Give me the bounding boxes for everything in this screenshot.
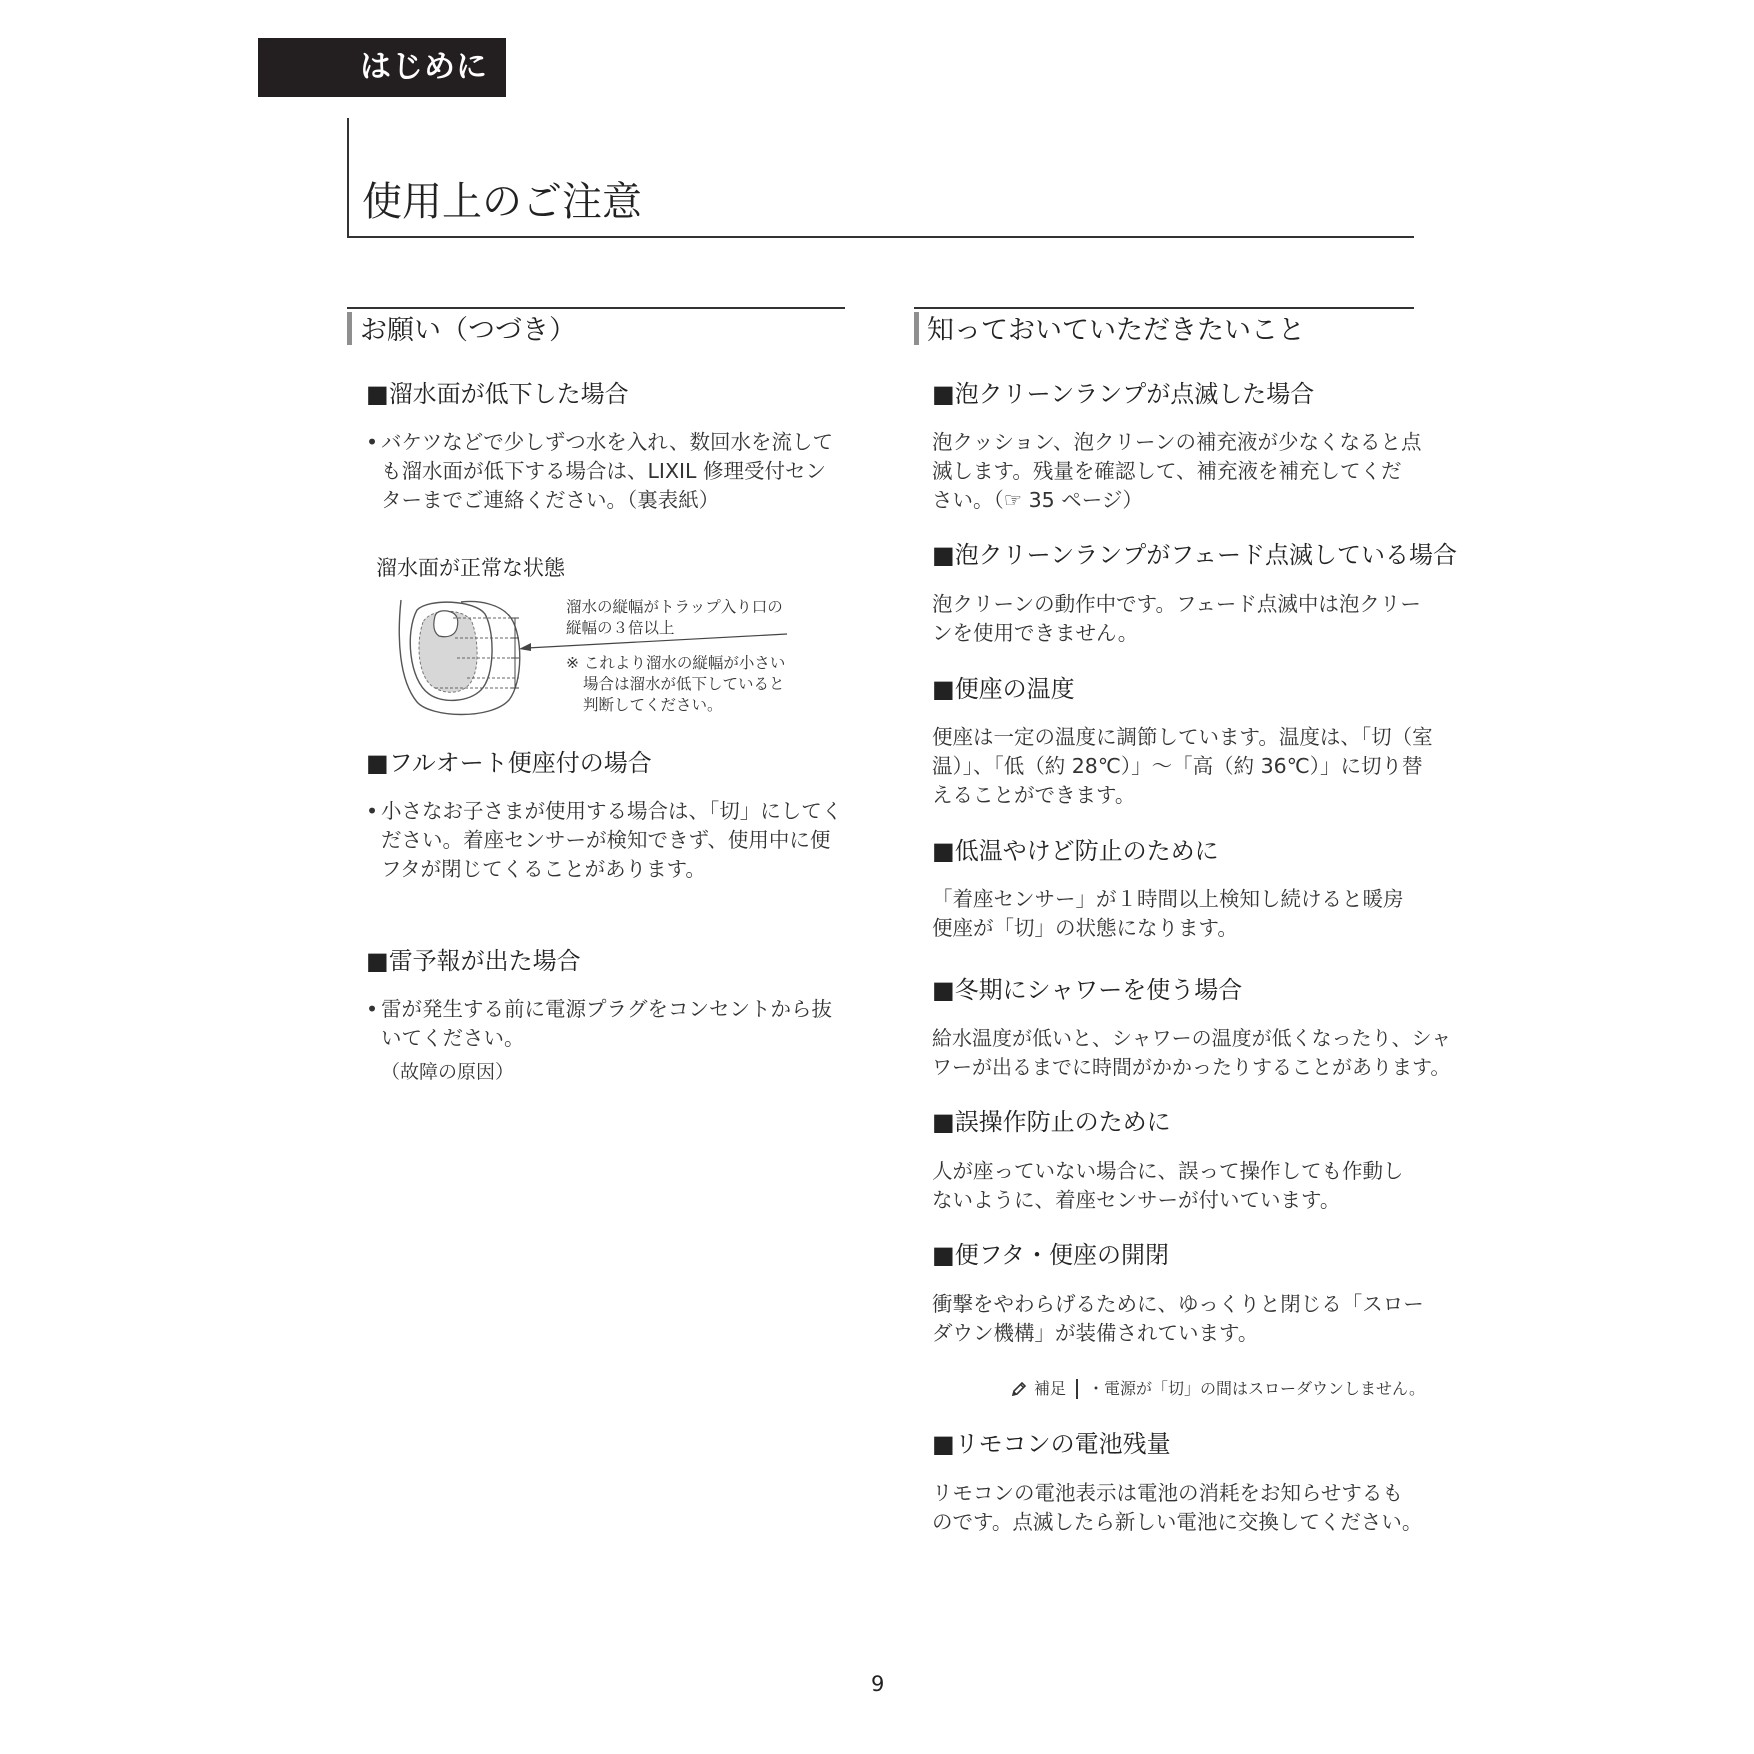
supplement-label: 補足: [1034, 1379, 1067, 1398]
right-item-line: 人が座っていない場合に、誤って操作しても作動し: [932, 1159, 1404, 1183]
title-vertical-rule: [347, 118, 349, 238]
right-item-line: ワーが出るまでに時間がかかったりすることがあります。: [932, 1055, 1451, 1079]
bullet-icon: •: [366, 430, 379, 454]
figure-label: 縦幅の３倍以上: [566, 619, 675, 637]
left-item-line: いてください。: [381, 1026, 525, 1050]
right-item-heading: ■ リモコンの電池残量: [932, 1427, 1171, 1461]
chapter-tab: [258, 38, 506, 97]
right-item-line: ないように、着座センサーが付いています。: [932, 1188, 1341, 1212]
right-item-line: ダウン機構」が装備されています。: [932, 1321, 1259, 1345]
right-item-line: 便座は一定の温度に調節しています。温度は、「切（室: [932, 725, 1433, 749]
right-item-line: 泡クッション、泡クリーンの補充液が少なくなると点: [932, 430, 1422, 454]
right-item-line: ンを使用できません。: [932, 621, 1139, 645]
left-item-line: ださい。着座センサーが検知できず、使用中に便: [381, 828, 831, 852]
figure-label: 溜水の縦幅がトラップ入り口の: [566, 598, 783, 616]
right-section-title: 知っておいていただきたいこと: [927, 315, 1305, 346]
right-item-line: リモコンの電池表示は電池の消耗をお知らせするも: [932, 1481, 1403, 1505]
figure-title: 溜水面が正常な状態: [376, 556, 565, 580]
toilet-bowl-diagram: [395, 596, 555, 718]
right-item-line: えることができます。: [932, 783, 1136, 807]
left-section-rule: [347, 307, 845, 309]
left-item-line: バケツなどで少しずつ水を入れ、数回水を流して: [381, 430, 834, 454]
right-item-heading: ■ 便フタ・便座の開閉: [932, 1238, 1169, 1272]
left-item-note: （故障の原因）: [381, 1061, 515, 1083]
right-section-marker: [914, 312, 919, 345]
bullet-icon: •: [366, 799, 379, 823]
figure-note: 場合は溜水が低下していると: [583, 675, 785, 693]
right-item-heading: ■ 冬期にシャワーを使う場合: [932, 973, 1242, 1007]
supplement-note: [1010, 1378, 1425, 1400]
left-item-line: 雷が発生する前に電源プラグをコンセントから抜: [381, 997, 832, 1021]
supplement-divider: [1076, 1379, 1078, 1399]
right-item-line: 給水温度が低いと、シャワーの温度が低くなったり、シャ: [932, 1026, 1452, 1050]
left-item-line: 小さなお子さまが使用する場合は、「切」にしてく: [381, 799, 843, 823]
figure-note: ※ これより溜水の縦幅が小さい: [566, 654, 786, 672]
right-item-line: 温）」、「低（約 28℃）」～「高（約 36℃）」に切り替: [932, 754, 1423, 778]
page-title: 使用上のご注意: [362, 179, 642, 225]
title-horizontal-rule: [347, 236, 1414, 238]
left-item-heading: ■ フルオート便座付の場合: [366, 746, 652, 780]
right-item-line: 衝撃をやわらげるために、ゆっくりと閉じる「スロー: [932, 1292, 1424, 1316]
right-item-heading: ■ 便座の温度: [932, 672, 1075, 706]
figure-note: 判断してください。: [583, 696, 723, 714]
pencil-icon: [1010, 1380, 1028, 1398]
right-item-line: 「着座センサー」が１時間以上検知し続けると暖房: [932, 887, 1404, 911]
left-item-heading: ■ 溜水面が低下した場合: [366, 377, 629, 411]
right-item-line: 泡クリーンの動作中です。フェード点滅中は泡クリー: [932, 592, 1421, 616]
right-item-heading: ■ 泡クリーンランプが点滅した場合: [932, 377, 1314, 411]
left-item-line: ターまでご連絡ください。（裏表紙）: [381, 488, 720, 512]
left-item-line: も溜水面が低下する場合は、LIXIL 修理受付セン: [381, 459, 826, 483]
right-item-heading: ■ 低温やけど防止のために: [932, 834, 1219, 868]
page-number: 9: [871, 1672, 885, 1696]
right-item-line: のです。点滅したら新しい電池に交換してください。: [932, 1510, 1423, 1534]
left-item-line: フタが閉じてくることがあります。: [381, 857, 706, 881]
right-item-line: 便座が「切」の状態になります。: [932, 916, 1238, 940]
supplement-text: ・電源が「切」の間はスローダウンしません。: [1088, 1379, 1425, 1398]
left-section-title: お願い（つづき）: [360, 315, 576, 346]
right-section-rule: [914, 307, 1414, 309]
chapter-tab-label: はじめに: [360, 49, 488, 85]
bullet-icon: •: [366, 997, 379, 1021]
right-item-heading: ■ 誤操作防止のために: [932, 1105, 1171, 1139]
left-item-heading: ■ 雷予報が出た場合: [366, 944, 581, 978]
right-item-heading: ■ 泡クリーンランプがフェード点滅している場合: [932, 538, 1457, 572]
right-item-line: さい。（☞ 35 ページ）: [932, 488, 1143, 512]
left-section-marker: [347, 312, 352, 345]
right-item-line: 滅します。残量を確認して、補充液を補充してくだ: [932, 459, 1402, 483]
